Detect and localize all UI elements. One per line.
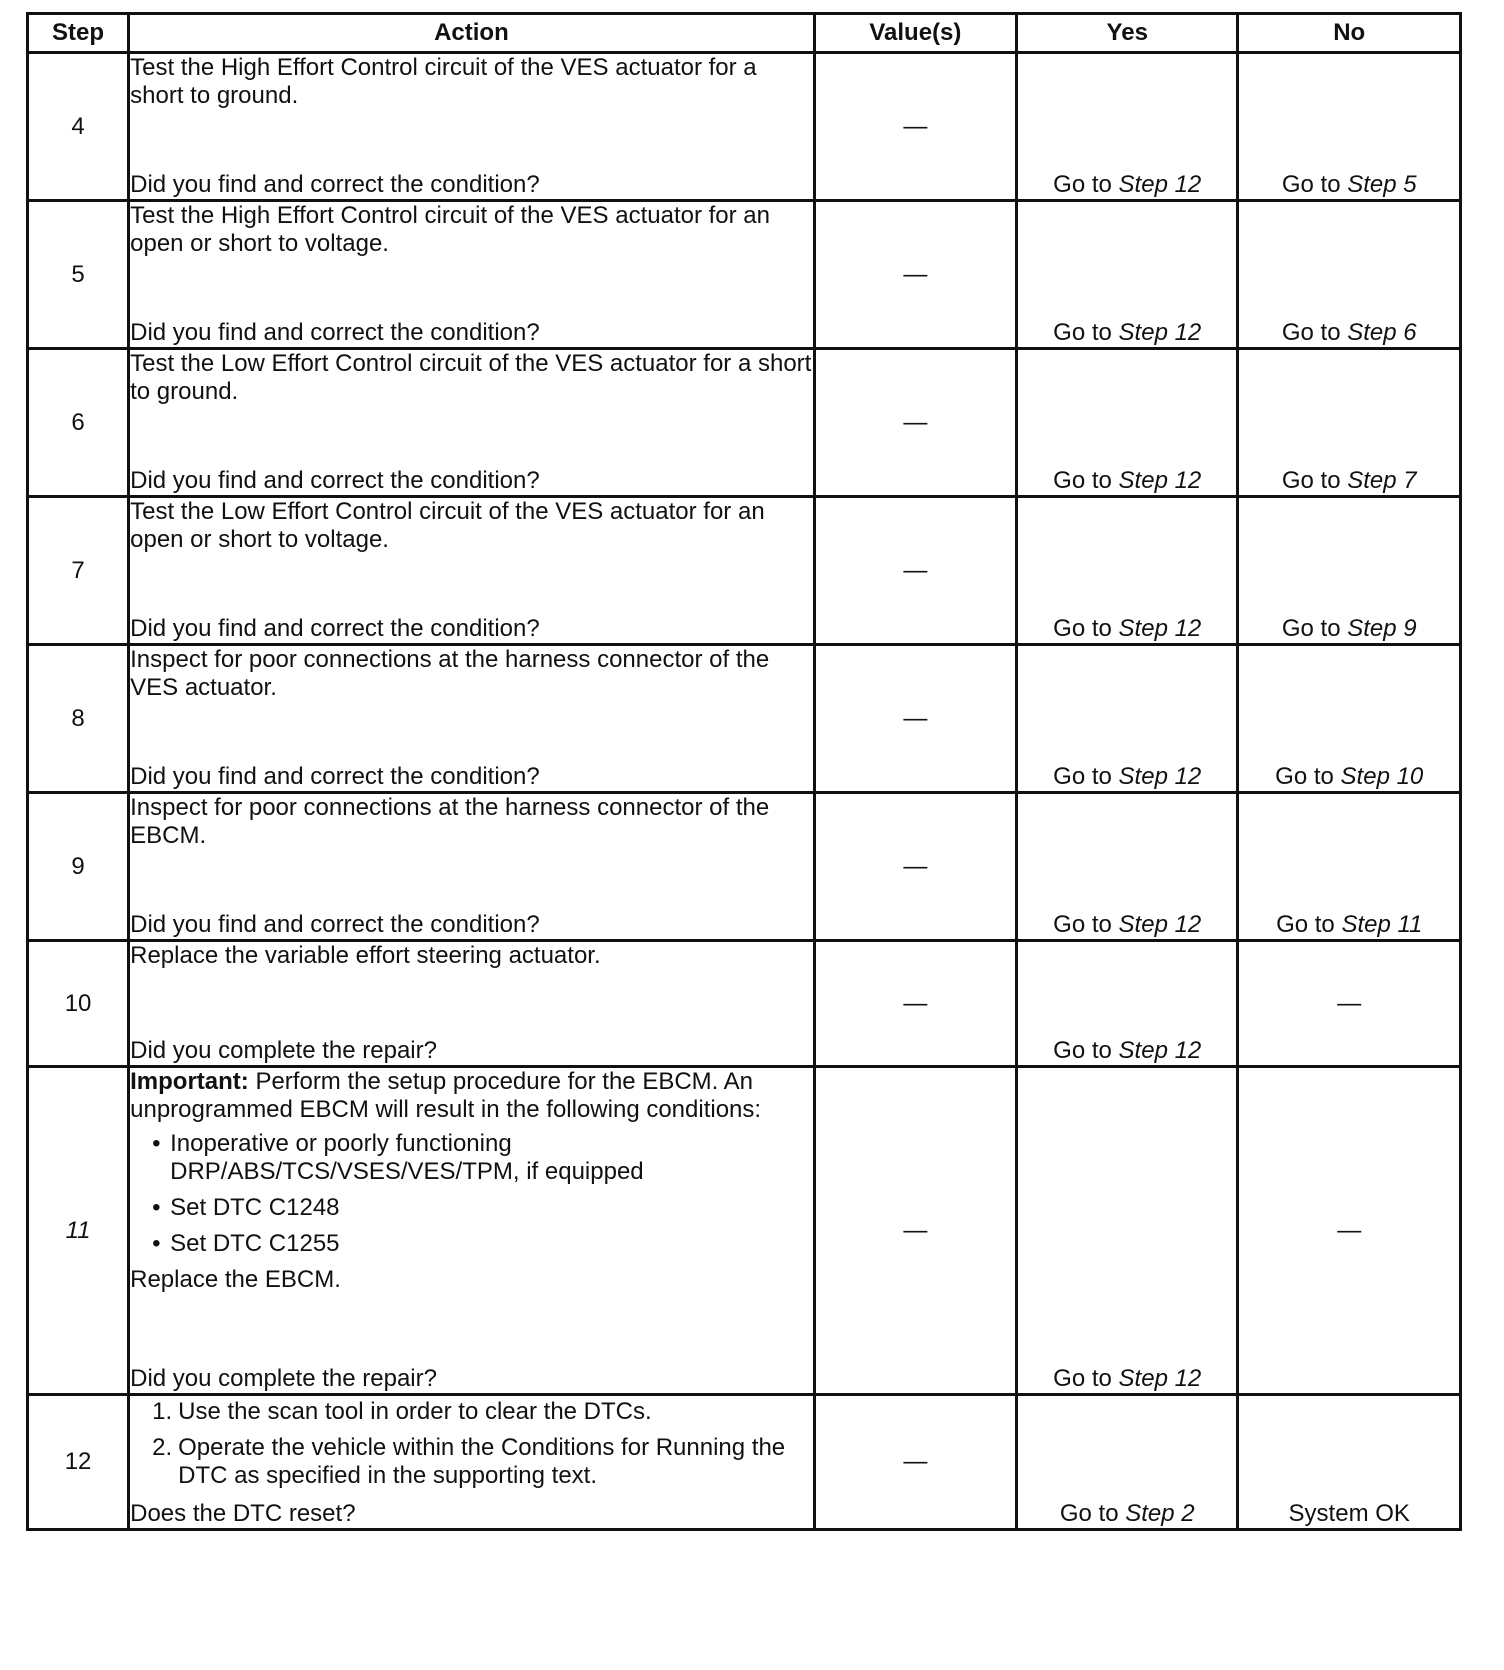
goto-prefix: Go to (1053, 911, 1112, 938)
action-question: Does the DTC reset? (130, 1500, 356, 1527)
replace-instruction: Replace the EBCM. (130, 1266, 341, 1293)
step-number: 4 (28, 53, 129, 201)
diagnostic-table (26, 12, 1462, 1531)
value-cell (814, 349, 1016, 497)
list-item (152, 1398, 813, 1426)
no-cell (1238, 53, 1461, 201)
action-text: Test the Low Effort Control circuit of the VES actuator for a short to ground. (130, 350, 812, 405)
action-cell (129, 645, 815, 793)
table-row (28, 1067, 1461, 1395)
table-row (28, 201, 1461, 349)
header-no: No (1238, 14, 1461, 53)
value-cell (814, 941, 1016, 1067)
value-cell (814, 645, 1016, 793)
item-text: Use the scan tool in order to clear the DTCs. (178, 1398, 652, 1425)
item-number: 2. (152, 1434, 173, 1461)
step-link[interactable]: Step 12 (1118, 1037, 1202, 1064)
goto-prefix: Go to (1053, 1365, 1112, 1392)
goto-prefix: Go to (1053, 319, 1112, 346)
action-question: Did you find and correct the condition? (130, 911, 540, 938)
goto-prefix: Go to (1053, 467, 1112, 494)
action-text: Inspect for poor connections at the harness connector of the EBCM. (130, 794, 770, 849)
step-link[interactable]: Step 9 (1347, 615, 1417, 642)
value-cell (814, 1395, 1016, 1530)
step-number: 7 (28, 497, 129, 645)
yes-cell (1017, 349, 1238, 497)
dash-mark: — (903, 408, 928, 436)
table-row (28, 941, 1461, 1067)
table-row (28, 349, 1461, 497)
step-link[interactable]: Step 11 (1341, 911, 1423, 938)
step-link[interactable]: Step 12 (1118, 1365, 1202, 1392)
header-yes: Yes (1017, 14, 1238, 53)
step-link[interactable]: Step 12 (1118, 171, 1202, 198)
value-cell (814, 1067, 1016, 1395)
item-number: 1. (152, 1398, 173, 1425)
table-row (28, 1395, 1461, 1530)
goto-prefix: Go to (1053, 615, 1112, 642)
table-row (28, 645, 1461, 793)
step-link[interactable]: Step 12 (1118, 467, 1202, 494)
step-number: 11 (28, 1067, 129, 1395)
step-number: 12 (28, 1395, 129, 1530)
step-number: 6 (28, 349, 129, 497)
list-item: • Set DTC C1255 (170, 1230, 813, 1258)
step-number: 9 (28, 793, 129, 941)
item-text: Operate the vehicle within the Conditions for Running the DTC as specified in the supporting text. (178, 1434, 786, 1489)
step-link[interactable]: Step 12 (1118, 615, 1202, 642)
step-link[interactable]: Step 12 (1118, 319, 1202, 346)
step-number: 8 (28, 645, 129, 793)
yes-cell (1017, 1395, 1238, 1530)
value-cell (814, 497, 1016, 645)
action-question: Did you complete the repair? (130, 1037, 437, 1064)
action-cell (129, 941, 815, 1067)
step-number: 5 (28, 201, 129, 349)
list-item: • Inoperative or poorly functioning DRP/ABS/TCS/VSES/VES/TPM, if equipped (170, 1130, 813, 1186)
yes-cell (1017, 201, 1238, 349)
action-cell (129, 201, 815, 349)
no-cell (1238, 941, 1461, 1067)
condition-list (130, 1130, 813, 1258)
goto-prefix: Go to (1059, 1500, 1119, 1527)
list-item (152, 1434, 813, 1490)
header-action: Action (129, 14, 815, 53)
action-cell (129, 497, 815, 645)
dash-mark: — (903, 1448, 928, 1475)
step-link[interactable]: Step 2 (1125, 1500, 1195, 1527)
yes-cell (1017, 645, 1238, 793)
no-cell (1238, 497, 1461, 645)
goto-prefix: Go to (1281, 319, 1341, 346)
header-row (28, 14, 1461, 53)
step-number: 10 (28, 941, 129, 1067)
value-cell (814, 53, 1016, 201)
no-cell (1238, 793, 1461, 941)
step-link[interactable]: Step 10 (1340, 763, 1424, 790)
step-link[interactable]: Step 12 (1118, 763, 1202, 790)
action-question: Did you find and correct the condition? (130, 319, 540, 346)
goto-prefix: Go to (1275, 763, 1334, 790)
goto-prefix: Go to (1053, 1037, 1112, 1064)
table-row (28, 793, 1461, 941)
yes-cell (1017, 497, 1238, 645)
action-question: Did you find and correct the condition? (130, 615, 540, 642)
step-link[interactable]: Step 5 (1347, 171, 1417, 198)
goto-prefix: Go to (1053, 171, 1112, 198)
important-label: Important: (130, 1068, 249, 1095)
yes-cell (1017, 793, 1238, 941)
yes-cell (1017, 1067, 1238, 1395)
action-cell (129, 793, 815, 941)
value-cell (814, 201, 1016, 349)
dash-mark: — (903, 556, 928, 584)
action-cell (129, 53, 815, 201)
step-list (130, 1398, 813, 1498)
action-question: Did you find and correct the condition? (130, 763, 540, 790)
dash-mark: — (903, 704, 928, 732)
action-text: Test the High Effort Control circuit of the VES actuator for a short to ground. (130, 54, 757, 109)
dash-mark: — (903, 1216, 928, 1244)
dash-mark: — (903, 112, 928, 140)
action-cell (129, 1395, 815, 1530)
header-step: Step (28, 14, 129, 53)
header-values: Value(s) (814, 14, 1016, 53)
important-text: Perform the setup procedure for the EBCM. An unprogrammed EBCM will result in the following conditions: (130, 1068, 762, 1123)
table-row (28, 497, 1461, 645)
yes-cell (1017, 941, 1238, 1067)
action-text: Inspect for poor connections at the harness connector of the VES actuator. (130, 646, 770, 701)
action-question: Did you find and correct the condition? (130, 467, 540, 494)
no-cell (1238, 645, 1461, 793)
action-text: Test the Low Effort Control circuit of the VES actuator for an open or short to voltage. (130, 498, 765, 553)
action-question: Did you find and correct the condition? (130, 171, 540, 198)
dash-mark: — (903, 852, 928, 880)
no-cell: System OK (1238, 1395, 1461, 1530)
goto-prefix: Go to (1281, 467, 1341, 494)
action-cell (129, 349, 815, 497)
action-question: Did you complete the repair? (130, 1365, 437, 1392)
no-cell (1238, 349, 1461, 497)
step-link[interactable]: Step 6 (1347, 319, 1417, 346)
table-row (28, 53, 1461, 201)
list-item: • Set DTC C1248 (170, 1194, 813, 1222)
dash-mark: — (903, 260, 928, 288)
step-link[interactable]: Step 7 (1347, 467, 1417, 494)
goto-prefix: Go to (1281, 171, 1341, 198)
action-cell (129, 1067, 815, 1395)
step-link[interactable]: Step 12 (1118, 911, 1202, 938)
no-cell (1238, 201, 1461, 349)
action-text: Test the High Effort Control circuit of the VES actuator for an open or short to voltage. (130, 202, 770, 257)
goto-prefix: Go to (1053, 763, 1112, 790)
dash-mark: — (1337, 989, 1362, 1017)
goto-prefix: Go to (1276, 911, 1335, 938)
goto-prefix: Go to (1281, 615, 1341, 642)
yes-cell (1017, 53, 1238, 201)
dash-mark: — (1337, 1216, 1362, 1244)
value-cell (814, 793, 1016, 941)
action-text: Replace the variable effort steering actuator. (130, 942, 601, 969)
dash-mark: — (903, 989, 928, 1017)
no-cell (1238, 1067, 1461, 1395)
